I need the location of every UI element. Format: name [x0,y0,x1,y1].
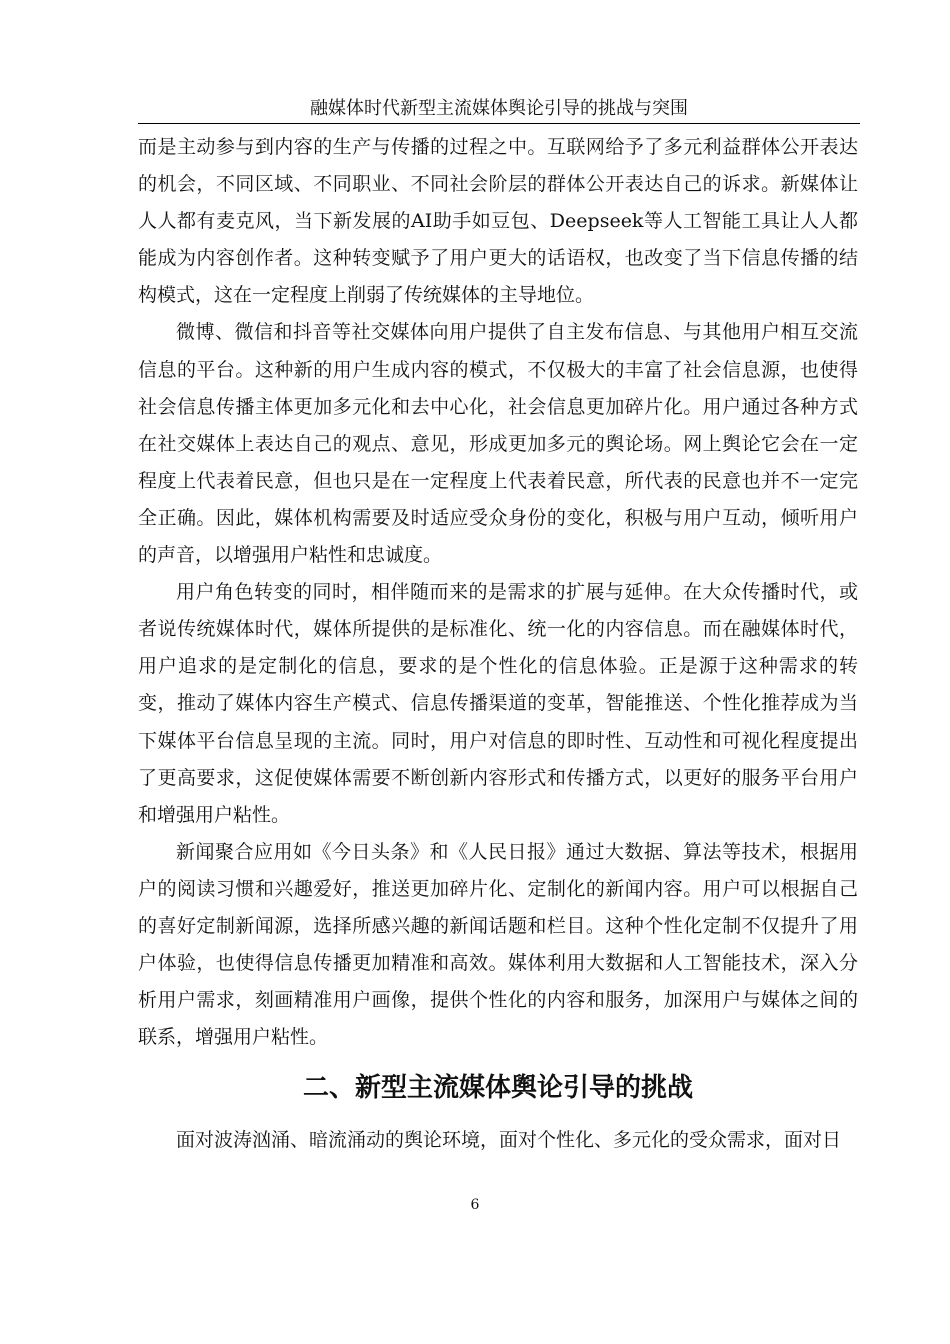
paragraph: 而是主动参与到内容的生产与传播的过程之中。互联网给予了多元利益群体公开表达的机会，不同区域、不同职业、不同社会阶层的群体公开表达自己的诉求。新媒体让人人都有麦克风，当下新发展的AI助手如豆包、Deepseek等人工智能工具让人人都能成为内容创作者。这种转变赋予了用户更大的话语权，也改变了当下信息传播的结构模式，这在一定程度上削弱了传统媒体的主导地位。 [138,136,858,307]
paragraph: 新闻聚合应用如《今日头条》和《人民日报》通过大数据、算法等技术，根据用户的阅读习惯和兴趣爱好，推送更加碎片化、定制化的新闻内容。用户可以根据自己的喜好定制新闻源，选择所感兴趣的新闻话题和栏目。这种个性化定制不仅提升了用户体验，也使得信息传播更加精准和高效。媒体利用大数据和人工智能技术，深入分析用户需求，刻画精准用户画像，提供个性化的内容和服务，加深用户与媒体之间的联系，增强用户粘性。 [138,840,858,1049]
paragraph: 微博、微信和抖音等社交媒体向用户提供了自主发布信息、与其他用户相互交流信息的平台。这种新的用户生成内容的模式，不仅极大的丰富了社会信息源，也使得社会信息传播主体更加多元化和去中心化，社会信息更加碎片化。用户通过各种方式在社交媒体上表达自己的观点、意见，形成更加多元的舆论场。网上舆论它会在一定程度上代表着民意，但也只是在一定程度上代表着民意，所代表的民意也并不一定完全正确。因此，媒体机构需要及时适应受众身份的变化，积极与用户互动，倾听用户的声音，以增强用户粘性和忠诚度。 [138,321,858,567]
paragraph: 面对波涛汹涌、暗流涌动的舆论环境，面对个性化、多元化的受众需求，面对日 [176,1129,842,1152]
body-text [138,129,858,1159]
running-header: 融媒体时代新型主流媒体舆论引导的挑战与突围 [310,98,688,119]
section-heading: 二、新型主流媒体舆论引导的挑战 [302,1073,693,1104]
paragraph: 用户角色转变的同时，相伴随而来的是需求的扩展与延伸。在大众传播时代，或者说传统媒体时代，媒体所提供的是标准化、统一化的内容信息。而在融媒体时代，用户追求的是定制化的信息，要求的是个性化的信息体验。正是源于这种需求的转变，推动了媒体内容生产模式、信息传播渠道的变革，智能推送、个性化推荐成为当下媒体平台信息呈现的主流。同时，用户对信息的即时性、互动性和可视化程度提出了更高要求，这促使媒体需要不断创新内容形式和传播方式，以更好的服务平台用户和增强用户粘性。 [138,581,858,826]
header-rule [138,123,860,124]
page-number: 6 [470,1197,480,1213]
